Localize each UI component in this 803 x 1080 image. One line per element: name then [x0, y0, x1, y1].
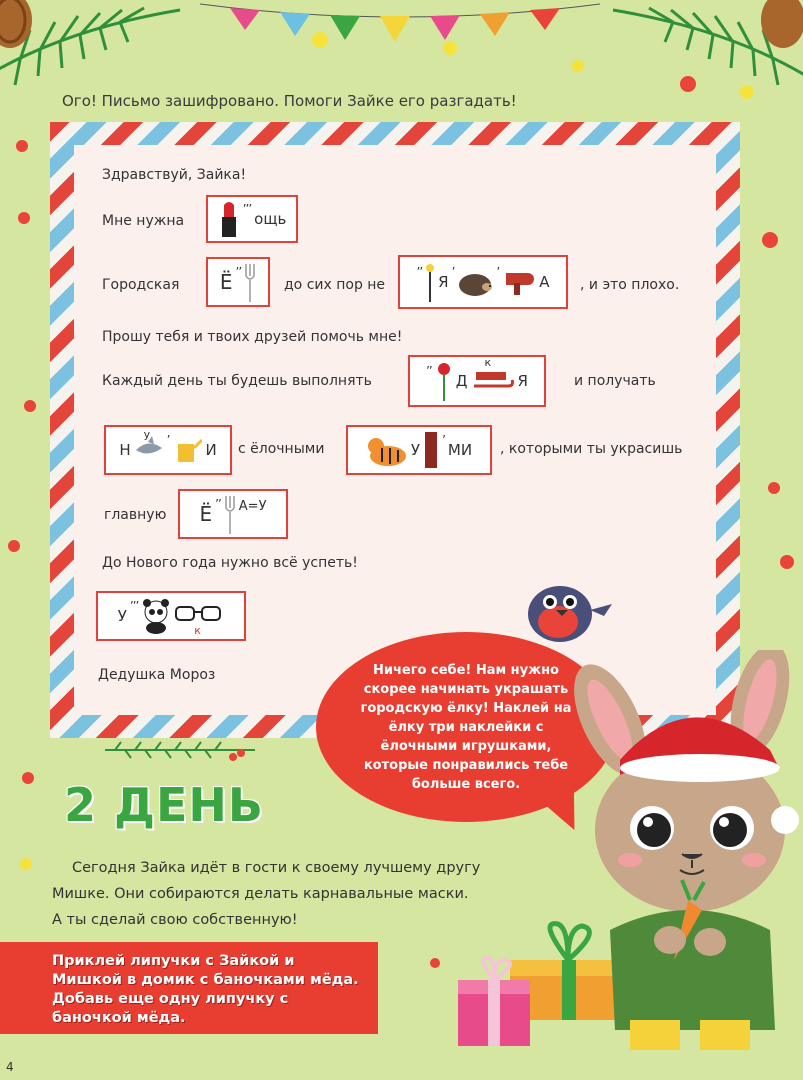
panda-icon — [141, 598, 171, 634]
letter-line4-prefix: Каждый день ты будешь выполнять — [102, 373, 372, 389]
rebus-shark-watering-can: Н у ’ И — [104, 425, 232, 475]
decor-dot — [762, 232, 778, 248]
letter-line2-suffix: , и это плохо. — [580, 277, 680, 293]
sled-icon — [470, 364, 514, 394]
tiger-icon — [366, 430, 408, 470]
rose-icon — [435, 361, 453, 401]
rebus-rose-sled: ’’ Д к Я — [408, 355, 546, 407]
fork-icon — [224, 494, 236, 534]
letter-line5-middle: с ёлочными — [238, 441, 325, 457]
hairdryer-icon — [502, 267, 536, 297]
bunting-flags-icon — [200, 0, 600, 60]
letter-line2-middle: до сих пор не — [284, 277, 386, 293]
decor-dot — [430, 958, 440, 968]
speech-bubble-text: Ничего себе! Нам нужно скорее начинать украшать городскую ёлку! Наклей на ёлку три наклейки с ёлочными игрушками, которые понравились тебе больше всего. — [360, 662, 572, 792]
day-title: 2 ДЕНЬ — [64, 778, 264, 832]
day-description: Сегодня Зайка идёт в гости к своему лучшему другу Мишке. Они собираются делать карнавальные маски. А ты сделай свою собственную! — [52, 860, 481, 928]
glasses-icon — [174, 604, 224, 624]
decor-dot — [740, 85, 754, 99]
decor-dot — [20, 858, 32, 870]
decor-dot — [768, 482, 780, 494]
decor-dot — [18, 212, 30, 224]
decor-dot — [780, 555, 794, 569]
bullfinch-icon — [512, 570, 612, 650]
rebus-lamp-hedgehog-dryer: ’’ Я ’ ’ А — [398, 255, 568, 309]
fork-icon — [244, 262, 256, 302]
cabinet-icon — [423, 430, 439, 470]
letter-greeting: Здравствуй, Зайка! — [102, 167, 247, 183]
task-box — [0, 942, 378, 1034]
decor-dot — [16, 140, 28, 152]
letter-line7: До Нового года нужно всё успеть! — [102, 555, 358, 571]
letter-line1-prefix: Мне нужна — [102, 213, 185, 229]
rebus-fork: Ё ’’ — [206, 257, 270, 307]
letter-line4-suffix: и получать — [574, 373, 656, 389]
lipstick-icon — [218, 199, 240, 239]
letter-line6-prefix: главную — [104, 507, 167, 523]
watering-can-icon — [172, 436, 202, 464]
letter-sheet — [74, 145, 716, 715]
pine-branch-icon — [593, 0, 803, 110]
letter-line2-prefix: Городская — [102, 277, 180, 293]
intro-text: Ого! Письмо зашифровано. Помоги Зайке его разгадать! — [62, 92, 517, 110]
letter-line3: Прошу тебя и твоих друзей помочь мне! — [102, 329, 403, 345]
lamp-icon — [425, 262, 435, 302]
letter-line5-suffix: , которыми ты украсишь — [500, 441, 683, 457]
rebus-panda-glasses: У ’’’ к — [96, 591, 246, 641]
task-text: Приклей липучки с Зайкой и Мишкой в домик с баночками мёда. Добавь еще одну липучку с баночкой мёда. — [52, 953, 359, 1026]
rebus-tiger-cabinet: У ’ МИ — [346, 425, 492, 475]
rebus-lipstick: ’’’ ощь — [206, 195, 298, 243]
bunny-character-icon — [570, 650, 803, 1070]
holly-branch-icon — [105, 735, 255, 765]
decor-dot — [8, 540, 20, 552]
decor-dot — [680, 76, 696, 92]
letter-signature: Дедушка Мороз — [98, 667, 216, 683]
hedgehog-icon — [457, 267, 493, 297]
decor-dot — [572, 60, 584, 72]
page-number: 4 — [6, 1060, 14, 1074]
decor-dot — [22, 772, 34, 784]
decor-dot — [24, 400, 36, 412]
rebus-fork-equation: Ё ’’ А=У — [178, 489, 288, 539]
